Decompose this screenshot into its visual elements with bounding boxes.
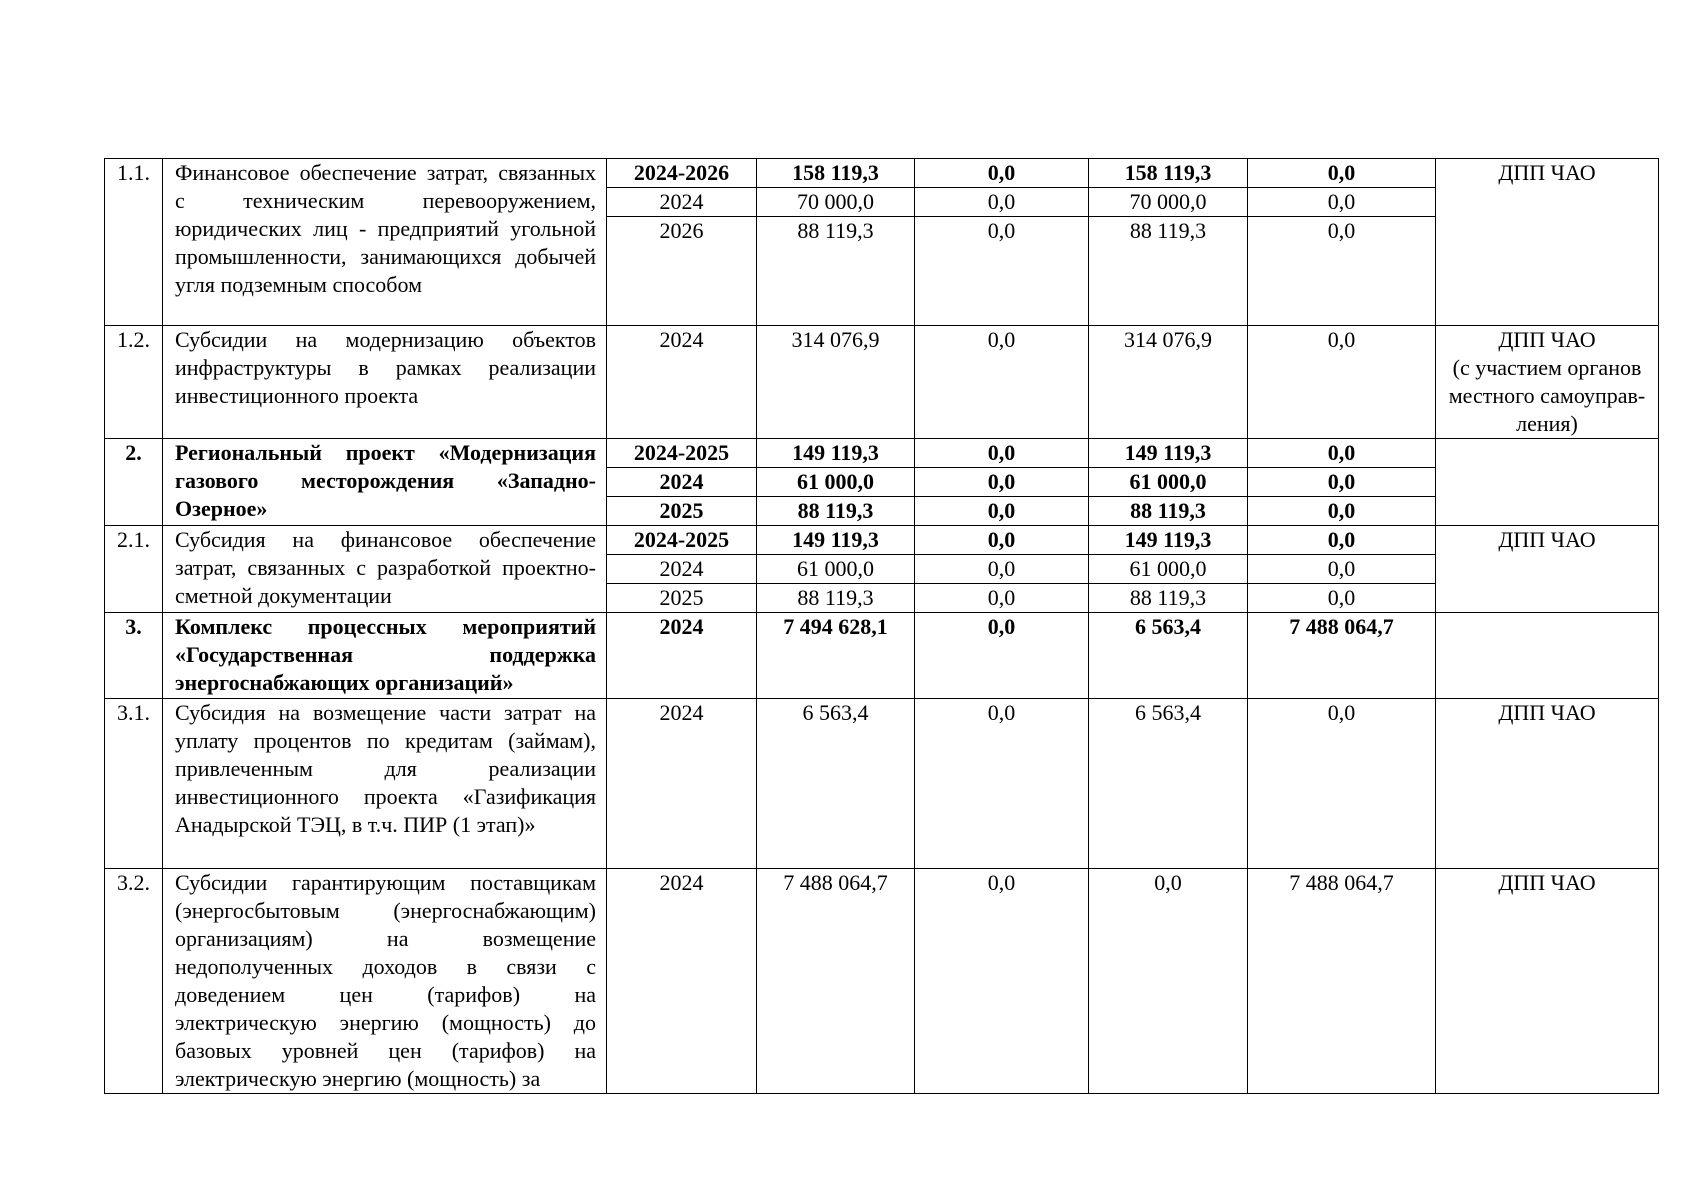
source3-cell: 0,0 xyxy=(1248,699,1436,869)
source3-cell: 0,0 xyxy=(1248,526,1436,555)
total-cell: 149 119,3 xyxy=(757,439,915,468)
source1-cell: 0,0 xyxy=(915,217,1089,326)
source1-cell: 0,0 xyxy=(915,699,1089,869)
year-cell: 2024-2025 xyxy=(607,526,757,555)
source3-cell: 0,0 xyxy=(1248,326,1436,439)
source1-cell: 0,0 xyxy=(915,869,1089,1094)
source2-cell: 149 119,3 xyxy=(1089,526,1248,555)
row-description: Субсидии гарантирующим поставщикам (энергосбытовым (энергоснабжающим) организациям) на возмещение недополученных доходов в связи с доведением цен (тарифов) на электрическую энергию (мощность) до базовых уровней цен (тарифов) на электрическую энергию (мощность) за xyxy=(163,869,607,1094)
responsible-line: ДПП ЧАО xyxy=(1498,527,1596,552)
total-cell: 149 119,3 xyxy=(757,526,915,555)
source3-cell: 0,0 xyxy=(1248,159,1436,188)
table-row xyxy=(105,159,1659,188)
source2-cell: 149 119,3 xyxy=(1089,439,1248,468)
source1-cell: 0,0 xyxy=(915,584,1089,613)
year-cell: 2024-2026 xyxy=(607,159,757,188)
source2-cell: 158 119,3 xyxy=(1089,159,1248,188)
source3-cell: 7 488 064,7 xyxy=(1248,869,1436,1094)
row-description: Субсидии на модернизацию объектов инфраструктуры в рамках реализации инвестиционного проекта xyxy=(163,326,607,439)
source2-cell: 88 119,3 xyxy=(1089,217,1248,326)
total-cell: 88 119,3 xyxy=(757,217,915,326)
source3-cell: 0,0 xyxy=(1248,497,1436,526)
source2-cell: 6 563,4 xyxy=(1089,613,1248,699)
total-cell: 6 563,4 xyxy=(757,699,915,869)
source3-cell: 0,0 xyxy=(1248,439,1436,468)
source1-cell: 0,0 xyxy=(915,468,1089,497)
table-row xyxy=(105,869,1659,1094)
total-cell: 88 119,3 xyxy=(757,497,915,526)
source1-cell: 0,0 xyxy=(915,497,1089,526)
responsible-line: ДПП ЧАО xyxy=(1498,870,1596,895)
row-number: 1.2. xyxy=(105,326,163,439)
responsible-cell xyxy=(1436,869,1659,1094)
responsible-line: местного самоуправ- xyxy=(1448,383,1646,408)
source3-cell: 0,0 xyxy=(1248,584,1436,613)
row-number: 2. xyxy=(105,439,163,526)
responsible-line: ДПП ЧАО xyxy=(1498,160,1596,185)
source1-cell: 0,0 xyxy=(915,439,1089,468)
source2-cell: 88 119,3 xyxy=(1089,497,1248,526)
responsible-cell xyxy=(1436,613,1659,699)
total-cell: 70 000,0 xyxy=(757,188,915,217)
year-cell: 2024 xyxy=(607,188,757,217)
row-description: Субсидия на возмещение части затрат на уплату процентов по кредитам (займам), привлеченным для реализации инвестиционного проекта «Газификация Анадырской ТЭЦ, в т.ч. ПИР (1 этап)» xyxy=(163,699,607,869)
total-cell: 7 494 628,1 xyxy=(757,613,915,699)
table-row xyxy=(105,326,1659,439)
total-cell: 158 119,3 xyxy=(757,159,915,188)
total-cell: 61 000,0 xyxy=(757,468,915,497)
table-row xyxy=(105,439,1659,468)
source3-cell: 0,0 xyxy=(1248,555,1436,584)
source3-cell: 0,0 xyxy=(1248,188,1436,217)
responsible-line: ления) xyxy=(1516,411,1578,436)
row-description: Комплекс процессных мероприятий «Государственная поддержка энергоснабжающих организаций» xyxy=(163,613,607,699)
row-number: 3.1. xyxy=(105,699,163,869)
row-number: 3.2. xyxy=(105,869,163,1094)
year-cell: 2024 xyxy=(607,468,757,497)
source1-cell: 0,0 xyxy=(915,188,1089,217)
row-number: 3. xyxy=(105,613,163,699)
source1-cell: 0,0 xyxy=(915,326,1089,439)
total-cell: 314 076,9 xyxy=(757,326,915,439)
row-description: Финансовое обеспечение затрат, связанных с техническим перевооружением, юридических лиц - предприятий угольной промышленности, занимающихся добычей угля подземным способом xyxy=(163,159,607,326)
source1-cell: 0,0 xyxy=(915,555,1089,584)
responsible-cell xyxy=(1436,526,1659,613)
source2-cell: 88 119,3 xyxy=(1089,584,1248,613)
row-description: Региональный проект «Модернизация газового месторождения «Западно-Озерное» xyxy=(163,439,607,526)
responsible-cell xyxy=(1436,159,1659,326)
total-cell: 7 488 064,7 xyxy=(757,869,915,1094)
year-cell: 2026 xyxy=(607,217,757,326)
total-cell: 88 119,3 xyxy=(757,584,915,613)
source2-cell: 70 000,0 xyxy=(1089,188,1248,217)
year-cell: 2024 xyxy=(607,326,757,439)
responsible-cell xyxy=(1436,699,1659,869)
responsible-cell xyxy=(1436,326,1659,439)
table-row xyxy=(105,699,1659,869)
source2-cell: 0,0 xyxy=(1089,869,1248,1094)
source2-cell: 6 563,4 xyxy=(1089,699,1248,869)
table-row xyxy=(105,526,1659,555)
year-cell: 2024 xyxy=(607,555,757,584)
total-cell: 61 000,0 xyxy=(757,555,915,584)
year-cell: 2024 xyxy=(607,613,757,699)
row-description: Субсидия на финансовое обеспечение затрат, связанных с разработкой проектно-сметной документации xyxy=(163,526,607,613)
year-cell: 2024-2025 xyxy=(607,439,757,468)
source2-cell: 61 000,0 xyxy=(1089,555,1248,584)
table-row xyxy=(105,613,1659,699)
source3-cell: 7 488 064,7 xyxy=(1248,613,1436,699)
source2-cell: 314 076,9 xyxy=(1089,326,1248,439)
row-number: 1.1. xyxy=(105,159,163,326)
source3-cell: 0,0 xyxy=(1248,468,1436,497)
budget-table xyxy=(104,158,1659,1094)
source1-cell: 0,0 xyxy=(915,526,1089,555)
year-cell: 2025 xyxy=(607,584,757,613)
responsible-line: ДПП ЧАО xyxy=(1498,700,1596,725)
responsible-line: ДПП ЧАО xyxy=(1498,327,1596,352)
source1-cell: 0,0 xyxy=(915,613,1089,699)
source2-cell: 61 000,0 xyxy=(1089,468,1248,497)
year-cell: 2024 xyxy=(607,699,757,869)
source3-cell: 0,0 xyxy=(1248,217,1436,326)
row-number: 2.1. xyxy=(105,526,163,613)
responsible-cell xyxy=(1436,439,1659,526)
responsible-line: (с участием органов xyxy=(1452,355,1642,380)
year-cell: 2024 xyxy=(607,869,757,1094)
year-cell: 2025 xyxy=(607,497,757,526)
source1-cell: 0,0 xyxy=(915,159,1089,188)
